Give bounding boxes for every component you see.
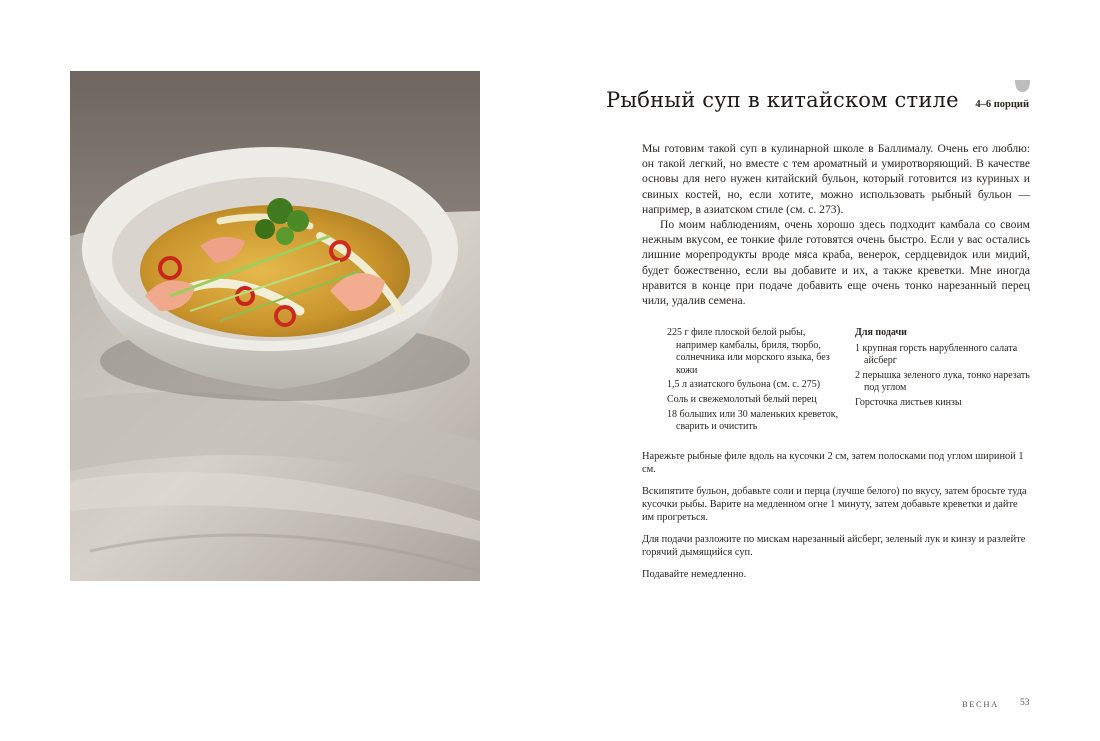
footer-section-name: ВЕСНА [962, 699, 999, 709]
serving-item: Горсточка листьев кинзы [855, 396, 962, 408]
ingredients-list [667, 327, 847, 436]
ingredient-item: 1,5 л азиатского бульона (см. с. 275) [667, 379, 821, 391]
step-paragraph: Для подачи разложите по мискам нарезанный айсберг, зеленый лук и кинзу и разлейте горячий дымящийся суп. [642, 534, 1026, 558]
serving-heading: Для подачи [855, 327, 907, 338]
recipe-intro [642, 141, 1030, 308]
serving-item: 2 перышка зеленого лука, тонко нарезать под углом [855, 369, 1030, 394]
serving-item: 1 крупная горсть нарубленного салата айсберг [855, 342, 1018, 367]
recipe-title: Рыбный суп в китайском стиле [606, 88, 959, 112]
intro-paragraph: Мы готовим такой суп в кулинарной школе в Баллималу. Очень его люблю: он такой легкий, но вместе с тем ароматный и умиротворяющий. В качестве основы для него нужен китайский бульон, который готовится из куриных и свиных костей, но, если хотите, можно использовать рыбный бульон — например, в азиатском стиле (см. с. 273). [642, 142, 1030, 216]
ingredient-item: 225 г филе плоской белой рыбы, например камбалы, бриля, тюрбо, солнечника или морского языка, без кожи [667, 327, 830, 376]
servings-label: 4–6 порций [975, 99, 1029, 110]
page-number: 53 [1020, 698, 1030, 708]
recipe-photo [70, 71, 480, 581]
ingredient-item: Соль и свежемолотый белый перец [667, 393, 817, 405]
step-paragraph: Вскипятите бульон, добавьте соли и перца (лучше белого) по вкусу, затем бросьте туда кусочки рыбы. Варите на медленном огне 1 минуту, затем добавьте креветки и дайте им прогреться. [642, 486, 1027, 523]
recipe-steps [642, 450, 1030, 590]
intro-paragraph: По моим наблюдениям, очень хорошо здесь подходит камбала со своим нежным вкусом, ее тонкие филе готовятся очень быстро. Если у вас остались лишние морепродукты вроде мяса краба, венерок, сердцевидок или мидий, будет божественно, если вы добавите и их, а также креветки. Мне иногда нравится в конце при подаче добавить еще очень тонко нарезанный перец чили, удалив семена. [642, 218, 1030, 308]
ingredient-item: 18 больших или 30 маленьких креветок, сварить и очистить [667, 408, 839, 433]
half-circle-tab-icon [1015, 80, 1030, 94]
serving-list [855, 327, 1033, 412]
step-paragraph: Нарежьте рыбные филе вдоль на кусочки 2 см, затем полосками под углом шириной 1 см. [642, 451, 1024, 475]
step-paragraph: Подавайте немедленно. [642, 569, 747, 580]
